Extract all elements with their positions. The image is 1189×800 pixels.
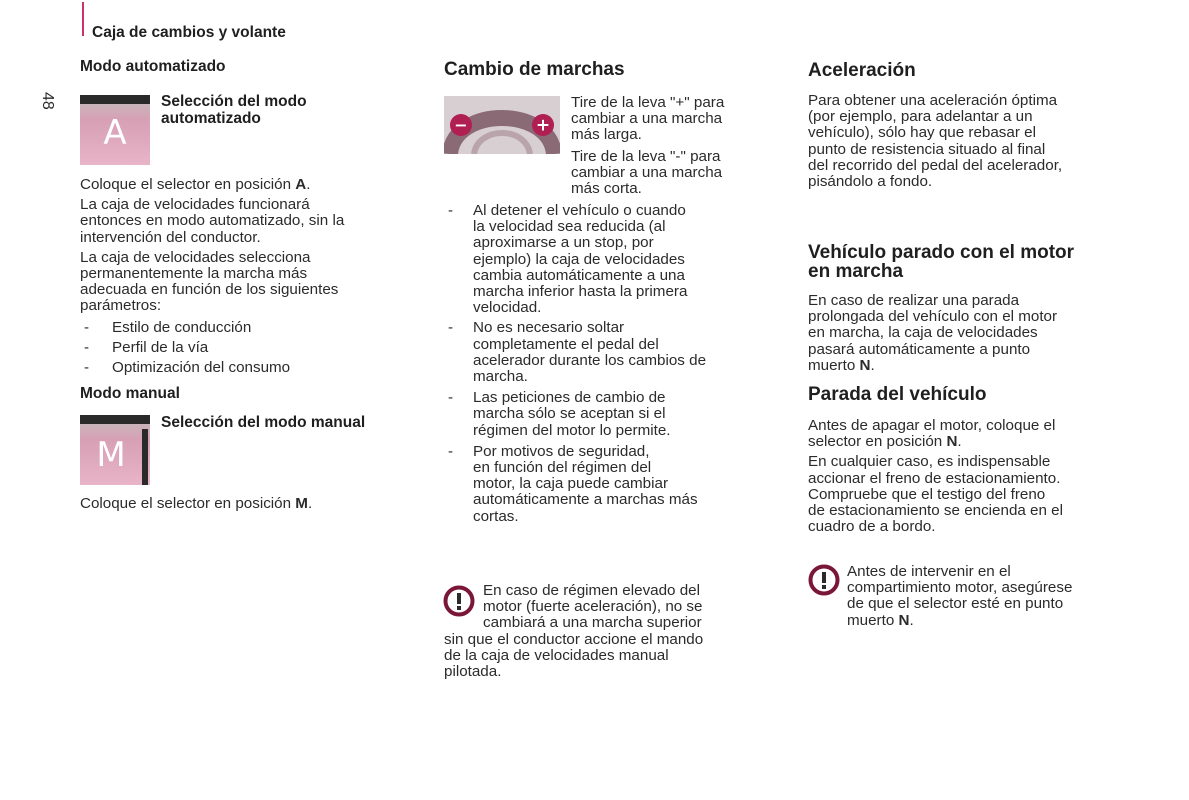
auto-desc-2: La caja de velocidades selecciona permanentemente la marcha más adecuada en función de los siguientes parámetros: [80, 248, 339, 315]
param-item: - Optimización del consumo [80, 358, 430, 378]
heading-auto-mode: Modo automatizado [80, 58, 226, 75]
minus-paddle-text: Tire de la leva "-" para cambiar a una marcha más corta. [571, 148, 723, 198]
auto-desc-1: La caja de velocidades funcionará entonces en modo automatizado, sin la intervención del conductor. [80, 196, 345, 246]
header-rule [82, 2, 84, 36]
note-item: - No es necesario soltar completamente el pedal del acelerador durante los cambios de marcha. [444, 320, 794, 385]
manual-selection-title: Selección del modo manual [161, 414, 366, 431]
page-number: 48 [39, 92, 56, 110]
gear-change-notes [444, 203, 794, 525]
auto-mode-selector-icon [80, 95, 150, 165]
gear-warning-text: En caso de régimen elevado del motor (fuerte aceleración), no se cambiará a una marcha superior sin que el conductor accione el mando de la caja de velocidades manual pilotada. [444, 582, 704, 681]
acceleration-text: Para obtener una aceleración óptima (por ejemplo, para adelantar a un vehículo), sólo hay que rebasar el punto de resistencia situado al final del recorrido del pedal del acelerador, pisándolo a fondo. [808, 92, 1063, 191]
col1-text-block [80, 177, 430, 378]
note-item: - Al detener el vehículo o cuando la velocidad sea reducida (al aproximarse a un stop, por ejemplo) la caja de velocidades cambia automáticamente a una marcha inferior hasta la primera velocidad. [444, 203, 794, 316]
auto-mode-letter: A [103, 113, 127, 153]
heading-manual-mode: Modo manual [80, 385, 180, 402]
heading-acceleration: Aceleración [808, 60, 916, 81]
manual-mode-letter: M [96, 435, 126, 475]
param-item: - Perfil de la vía [80, 338, 430, 358]
minus-paddle-sign: − [454, 115, 468, 135]
heading-stopped-engine-running: Vehículo parado con el motor en marcha [808, 242, 1075, 282]
note-item: - Por motivos de seguridad, en función del régimen del motor, la caja puede cambiar automáticamente a marchas más cortas. [444, 444, 794, 525]
param-item: - Estilo de conducción [80, 318, 430, 338]
engine-warning-text: Antes de intervenir en el compartimiento motor, asegúrese de que el selector esté en punto muerto N. [847, 563, 1073, 629]
plus-paddle-text: Tire de la leva "+" para cambiar a una marcha más larga. [571, 94, 725, 144]
section-title: Caja de cambios y volante [92, 24, 286, 41]
note-item: - Las peticiones de cambio de marcha sólo se aceptan si el régimen del motor lo permite. [444, 390, 794, 439]
manual-mode-selector-icon [80, 415, 150, 485]
steering-wheel-paddles-illustration [444, 96, 560, 154]
warning-icon [808, 564, 840, 596]
auto-instruction: Coloque el selector en posición A. [80, 176, 311, 193]
auto-selection-title: Selección del modo automatizado [161, 93, 307, 127]
manual-instruction: Coloque el selector en posición M. [80, 495, 313, 512]
vehicle-stop-text: Antes de apagar el motor, coloque el selector en posición N. En cualquier caso, es indispensable accionar el freno de estacionamiento. Compruebe que el testigo del freno de estacionamiento se encienda en el cuadro de a bordo. [808, 417, 1063, 536]
stopped-engine-text: En caso de realizar una parada prolongada del vehículo con el motor en marcha, la caja de velocidades pasará automáticamente a punto muerto N. [808, 292, 1058, 374]
heading-vehicle-stop: Parada del vehículo [808, 384, 987, 405]
plus-paddle-sign: + [535, 115, 551, 136]
heading-gear-change: Cambio de marchas [444, 59, 625, 80]
